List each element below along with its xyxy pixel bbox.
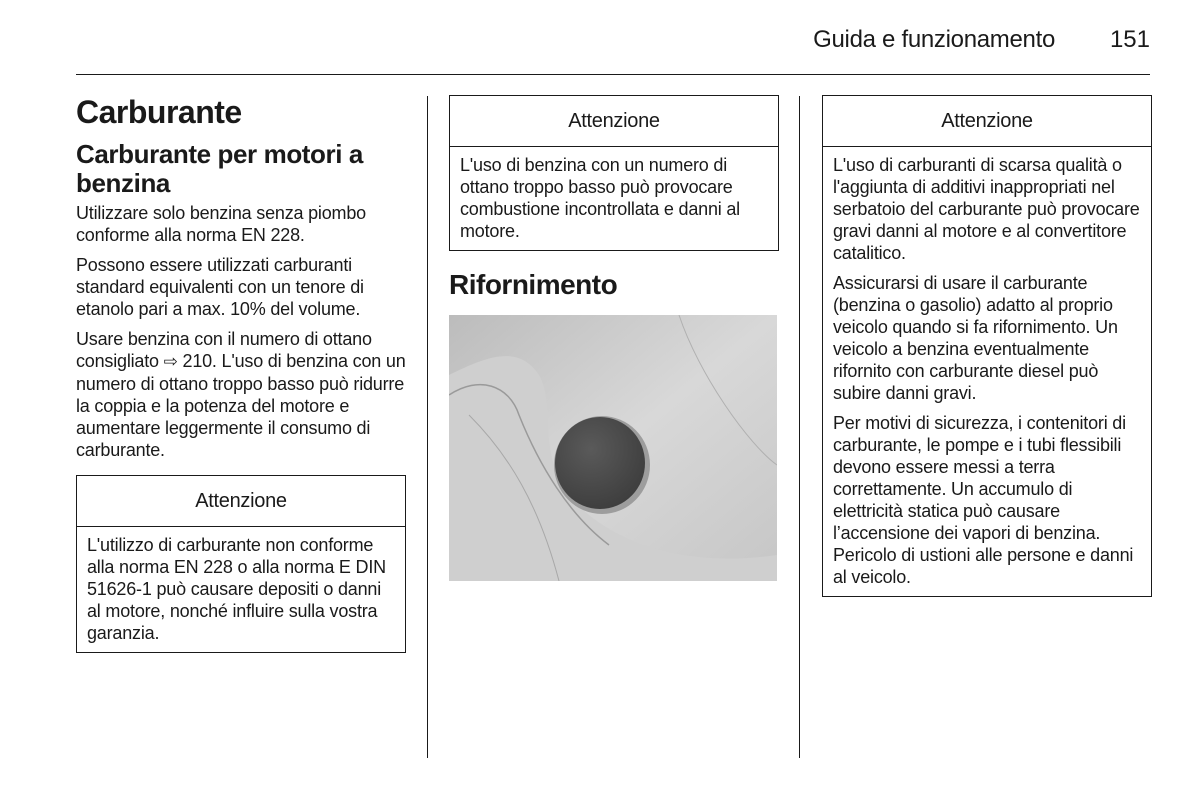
fuel-filler-door-image bbox=[449, 315, 777, 581]
warning-text: L'utilizzo di carburante non conforme alla norma EN 228 o alla norma E DIN 51626-1 può causare depositi o danni al motore, nonché influire sulla vostra garanzia. bbox=[87, 535, 386, 643]
section-title: Rifornimento bbox=[449, 269, 618, 300]
warning-title: Attenzione bbox=[77, 476, 405, 527]
paragraph-text: 210. L'uso di benzina con un numero di ottano troppo basso può ridurre la coppia e la potenza del motore e aumentare leggermente il consumo di carburante. bbox=[76, 351, 406, 460]
body-paragraph: Utilizzare solo benzina senza piombo conforme alla norma EN 228. bbox=[76, 203, 366, 245]
warning-title: Attenzione bbox=[823, 96, 1151, 147]
column-divider-2 bbox=[799, 96, 800, 758]
header-title: Guida e funzionamento bbox=[813, 26, 1055, 53]
warning-title: Attenzione bbox=[450, 96, 778, 147]
section-title: Carburante bbox=[76, 94, 242, 130]
header-divider bbox=[76, 74, 1150, 75]
warning-box bbox=[76, 475, 406, 653]
warning-text: Per motivi di sicurezza, i contenitori di carburante, le pompe e i tubi flessibili devono essere messi a terra correttamente. Un accumulo di elettricità statica può causare l’accensione dei vapori di benzina. Pericolo di ustioni alle persone e danni al veicolo. bbox=[833, 413, 1134, 587]
body-paragraph: Possono essere utilizzati carburanti standard equivalenti con un tenore di etanolo pari a max. 10% del volume. bbox=[76, 255, 364, 319]
column-2 bbox=[449, 92, 779, 581]
warning-text: L'uso di benzina con un numero di ottano troppo basso può provocare combustione incontrollata e danni al motore. bbox=[460, 155, 740, 241]
column-3 bbox=[822, 92, 1152, 597]
warning-text: L'uso di carburanti di scarsa qualità o l'aggiunta di additivi inappropriati nel serbatoio del carburante può provocare gravi danni al motore e al convertitore catalitico. bbox=[833, 155, 1140, 263]
paragraph-text: Usare benzina con il numero di ottano consigliato bbox=[76, 329, 372, 371]
page-number: 151 bbox=[1109, 26, 1150, 53]
warning-box bbox=[822, 95, 1152, 597]
warning-box bbox=[449, 95, 779, 251]
column-1 bbox=[76, 92, 406, 653]
body-paragraph bbox=[76, 328, 406, 461]
subsection-title: Carburante per motori a benzina bbox=[76, 139, 363, 198]
column-divider-1 bbox=[427, 96, 428, 758]
warning-text: Assicurarsi di usare il carburante (benzina o gasolio) adatto al proprio veicolo quando si fa rifornimento. Un veicolo a benzina eventualmente rifornito con carburante diesel può subire danni gravi. bbox=[833, 273, 1118, 403]
page-reference-arrow-icon: ⇨ bbox=[163, 352, 178, 371]
